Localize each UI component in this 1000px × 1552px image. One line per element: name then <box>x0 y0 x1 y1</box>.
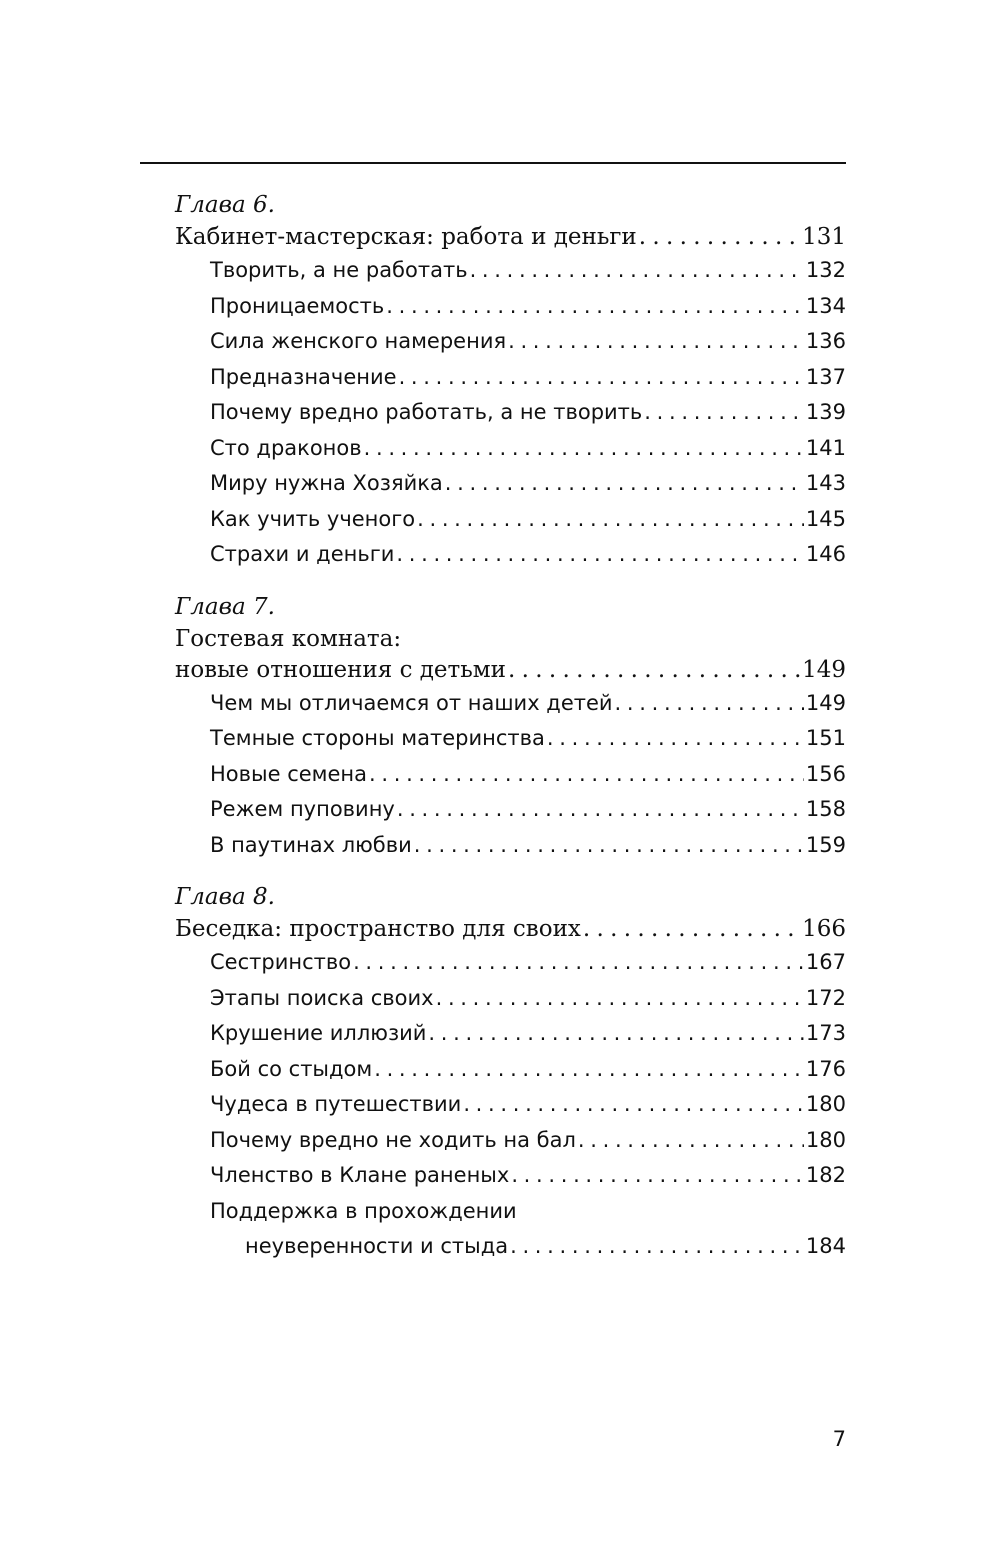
entry-page: 167 <box>805 950 846 974</box>
entry-page: 145 <box>805 506 846 531</box>
dot-leader <box>374 1052 804 1088</box>
entry-title: Почему вредно не ходить на бал <box>210 1127 576 1152</box>
dot-leader <box>508 655 800 686</box>
dot-leader <box>511 1158 804 1194</box>
entry-title: Сестринство <box>210 950 352 974</box>
entry-page: 158 <box>805 797 846 821</box>
header-rule <box>140 162 846 164</box>
entry-title: Почему вредно работать, а не творить <box>210 400 643 424</box>
chapter-title-line[interactable]: Гостевая комната: <box>175 625 402 652</box>
toc-entry[interactable] <box>175 945 846 981</box>
entry-page: 172 <box>805 985 846 1010</box>
toc-entry[interactable] <box>175 537 846 573</box>
dot-leader <box>547 721 804 757</box>
toc-entry[interactable] <box>175 395 846 431</box>
chapter-title-row[interactable] <box>175 914 846 945</box>
dot-leader <box>644 395 804 431</box>
dot-leader <box>445 466 804 502</box>
toc-entry[interactable] <box>175 289 846 325</box>
toc-entry[interactable] <box>175 1087 846 1123</box>
entry-page: 132 <box>805 258 846 282</box>
toc-entry[interactable] <box>175 792 846 828</box>
entry-page: 182 <box>805 1163 846 1187</box>
page-number: 7 <box>832 1427 846 1451</box>
chapter-label: Глава 7. <box>175 593 275 620</box>
entry-title: Этапы поиска своих <box>210 985 434 1010</box>
dot-leader <box>364 431 804 467</box>
table-of-contents <box>175 188 846 1265</box>
entry-title: Миру нужна Хозяйка <box>210 471 443 495</box>
entry-page: 136 <box>805 329 846 353</box>
dot-leader <box>470 253 804 289</box>
entry-page: 184 <box>805 1234 846 1258</box>
toc-entry[interactable] <box>175 431 846 467</box>
dot-leader <box>386 289 804 325</box>
entry-title-line[interactable]: Поддержка в прохождении <box>210 1198 517 1223</box>
entry-title: Бой со стыдом <box>210 1056 373 1081</box>
toc-entry[interactable] <box>175 686 846 722</box>
toc-entry[interactable] <box>175 1052 846 1088</box>
entry-title: Проницаемость <box>210 293 385 318</box>
chapter-page: 131 <box>802 224 846 250</box>
chapter-title-row[interactable] <box>175 655 846 686</box>
entry-title: Предназначение <box>210 364 397 389</box>
dot-leader <box>428 1016 803 1052</box>
chapter-label: Глава 8. <box>175 884 275 910</box>
dot-leader <box>615 686 804 722</box>
entry-title: В паутинах любви <box>210 832 412 857</box>
entry-title: неуверенности и стыда <box>245 1234 509 1258</box>
toc-entry[interactable] <box>175 1123 846 1159</box>
entry-title: Страхи и деньги <box>210 542 395 566</box>
entry-title: Сила женского намерения <box>210 329 507 353</box>
entry-title: Членство в Клане раненых <box>210 1163 510 1187</box>
entry-page: 180 <box>805 1127 846 1152</box>
entry-page: 151 <box>805 726 846 750</box>
entry-page: 134 <box>805 293 846 318</box>
entry-title: Крушение иллюзий <box>210 1021 427 1045</box>
toc-entry[interactable] <box>175 360 846 396</box>
chapter-page: 166 <box>802 916 846 942</box>
entry-page: 159 <box>805 832 846 857</box>
entry-title: Сто драконов <box>210 435 362 460</box>
toc-entry[interactable] <box>175 1016 846 1052</box>
entry-page: 180 <box>805 1092 846 1116</box>
entry-page: 176 <box>805 1056 846 1081</box>
toc-entry[interactable] <box>175 502 846 538</box>
toc-entry[interactable] <box>175 1158 846 1194</box>
dot-leader <box>510 1229 804 1265</box>
entry-page: 149 <box>805 690 846 715</box>
entry-title: Творить, а не работать <box>210 258 468 282</box>
entry-title: Режем пуповину <box>210 797 395 821</box>
dot-leader <box>463 1087 804 1123</box>
entry-page: 137 <box>805 364 846 389</box>
chapter-page: 149 <box>802 656 846 683</box>
toc-entry[interactable] <box>175 253 846 289</box>
toc-entry[interactable] <box>175 828 846 864</box>
dot-leader <box>417 502 804 538</box>
chapter-title-row[interactable] <box>175 222 846 253</box>
chapter-title: Беседка: пространство для своих <box>175 916 581 942</box>
chapter-title: Кабинет-мастерская: работа и деньги <box>175 224 637 250</box>
dot-leader <box>578 1123 804 1159</box>
toc-entry[interactable] <box>175 466 846 502</box>
entry-page: 146 <box>805 542 846 566</box>
dot-leader <box>414 828 804 864</box>
dot-leader <box>436 981 804 1017</box>
entry-page: 143 <box>805 471 846 495</box>
dot-leader <box>583 914 800 945</box>
toc-entry[interactable] <box>175 721 846 757</box>
dot-leader <box>396 537 804 573</box>
dot-leader <box>397 792 804 828</box>
dot-leader <box>353 945 804 981</box>
chapter-gap <box>175 573 846 590</box>
entry-title: Чудеса в путешествии <box>210 1092 462 1116</box>
dot-leader <box>508 324 804 360</box>
toc-entry[interactable] <box>175 981 846 1017</box>
entry-page: 139 <box>805 400 846 424</box>
entry-title: Как учить ученого <box>210 506 416 531</box>
entry-page: 156 <box>805 761 846 786</box>
toc-entry[interactable] <box>175 324 846 360</box>
entry-title: Чем мы отличаемся от наших детей <box>210 690 613 715</box>
dot-leader <box>639 222 800 253</box>
entry-page: 141 <box>805 435 846 460</box>
entry-title: Новые семена <box>210 761 368 786</box>
chapter-label: Глава 6. <box>175 192 275 218</box>
chapter-title: новые отношения с детьми <box>175 656 507 683</box>
entry-title: Темные стороны материнства <box>210 726 545 750</box>
toc-entry[interactable] <box>175 1229 846 1265</box>
dot-leader <box>399 360 804 396</box>
dot-leader <box>369 757 804 793</box>
entry-page: 173 <box>805 1021 846 1045</box>
chapter-gap <box>175 863 846 880</box>
toc-entry[interactable] <box>175 757 846 793</box>
